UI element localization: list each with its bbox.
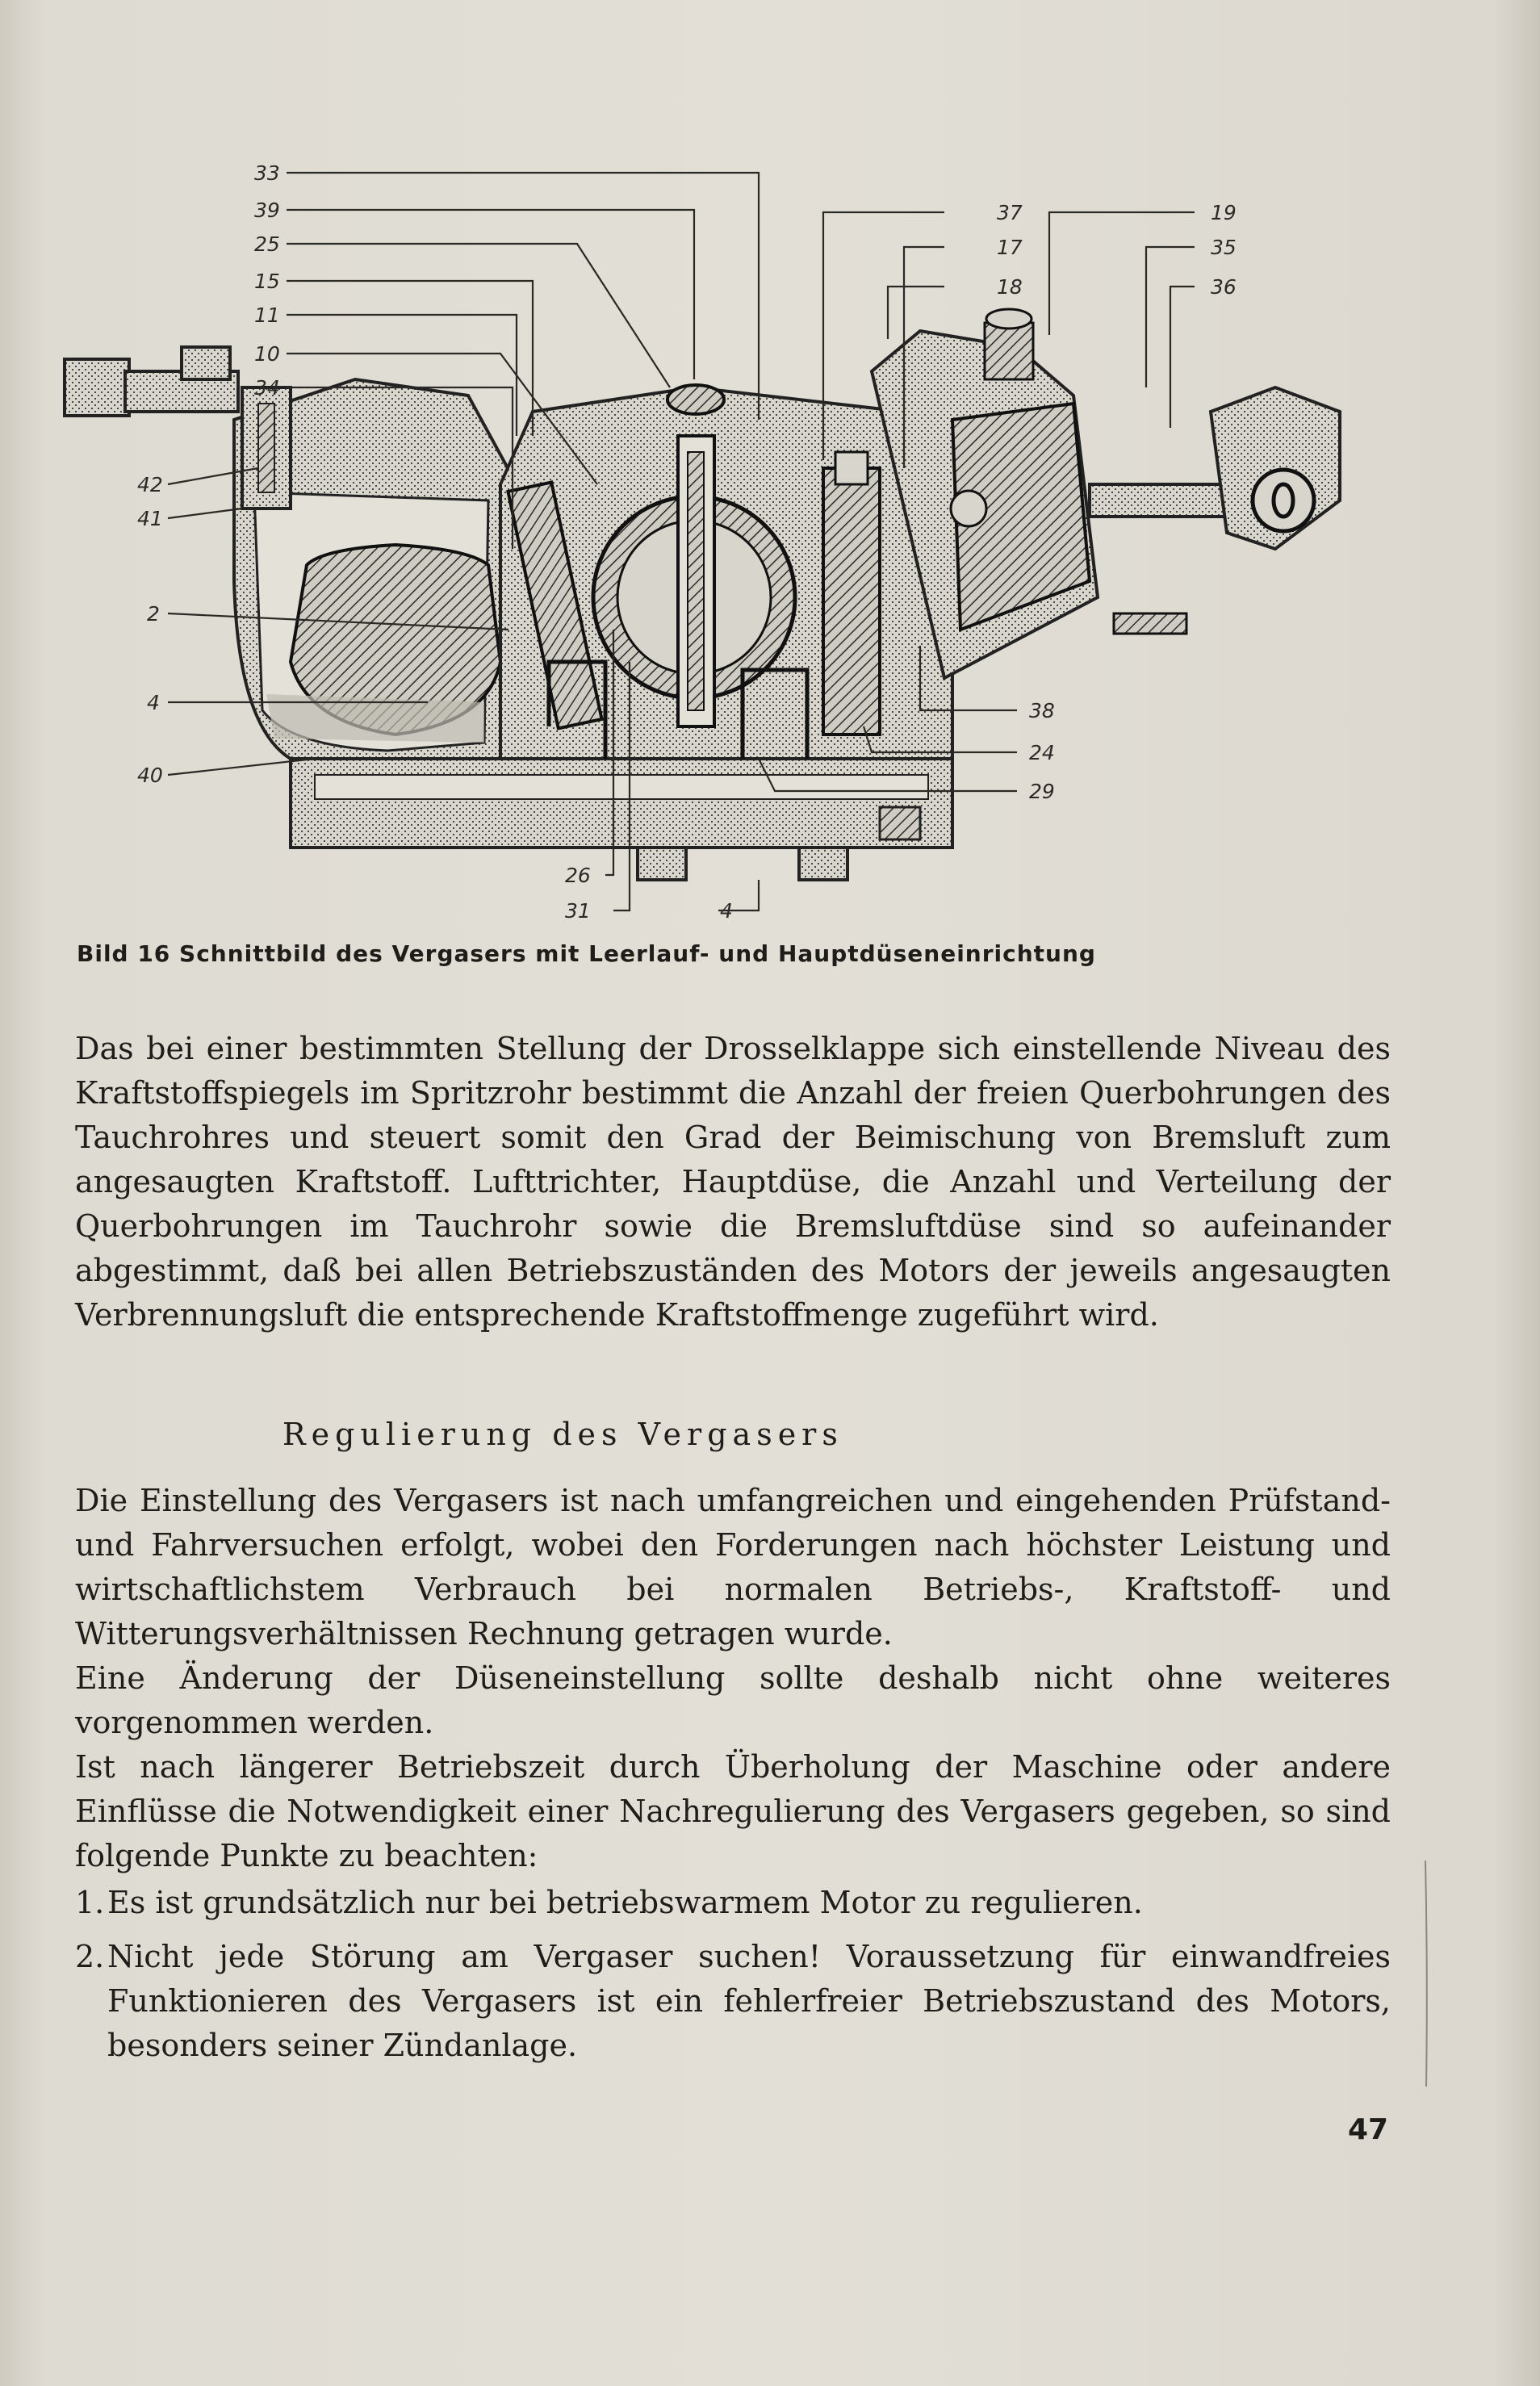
pencil-margin-mark — [1421, 1861, 1432, 2087]
list-item — [75, 1935, 1391, 2068]
callout-10: 10 — [254, 342, 280, 366]
callout-41: 41 — [137, 507, 163, 530]
list-item — [75, 1881, 1391, 1925]
callout-34: 34 — [254, 376, 280, 400]
section-heading: Regulierung des Vergasers — [282, 1417, 843, 1452]
callout-4: 4 — [147, 691, 160, 714]
callout-26: 26 — [565, 864, 591, 887]
paragraph-1: Das bei einer bestimmten Stellung der Drosselklappe sich einstellende Niveau des Kraftstoffspiegels im Spritzrohr bestimmt die Anzahl der freien Querbohrungen des Tauchrohres und steuert somit den Grad der Beimischung von Bremsluft zum angesaugten Kraftstoff. Lufttrichter, Hauptdüse, die Anzahl und Verteilung der Querbohrungen im Tauchrohr sowie die Bremsluftdüse sind so aufeinander abgestimmt, daß bei allen Betriebszuständen des Motors der jeweils angesaugten Verbrennungsluft die entsprechende Kraftstoffmenge zugeführt wird. — [75, 1031, 1391, 1333]
callout-24: 24 — [1029, 741, 1055, 764]
carburetor-cutaway-figure — [48, 145, 1421, 936]
callout-38: 38 — [1029, 699, 1055, 722]
callout-25: 25 — [254, 232, 280, 256]
callout-15: 15 — [254, 270, 280, 293]
callout-19: 19 — [1211, 201, 1237, 224]
list-text: Nicht jede Störung am Vergaser suchen! Voraussetzung für einwandfreies Funktionieren des Vergasers ist ein fehlerfreier Betriebszustand des Motors, besonders seiner Zündanlage. — [107, 1939, 1391, 2063]
callouts-top-right — [997, 201, 1237, 299]
callout-33: 33 — [254, 161, 280, 185]
list-number: 2. — [75, 1939, 105, 1974]
list-number: 1. — [75, 1885, 105, 1920]
callout-39: 39 — [254, 199, 280, 222]
callout-40: 40 — [137, 764, 163, 787]
callout-31: 31 — [565, 899, 591, 923]
callout-36: 36 — [1211, 275, 1237, 299]
page-number: 47 — [1348, 2113, 1389, 2146]
figure-caption: Bild 16 Schnittbild des Vergasers mit Leerlauf- und Hauptdüseneinrichtung — [77, 940, 1096, 967]
throttle-housing — [872, 309, 1340, 678]
callout-17: 17 — [997, 236, 1023, 259]
paragraph-4: Ist nach längerer Betriebszeit durch Überholung der Maschine oder andere Einflüsse die Notwendigkeit einer Nachregulierung des Vergasers gegeben, so sind folgende Punkte zu beachten: — [75, 1749, 1391, 1873]
fuel-inlet-fitting — [65, 347, 291, 509]
numbered-list — [75, 1881, 1391, 2078]
callout-42: 42 — [137, 473, 163, 496]
paragraph-2: Die Einstellung des Vergasers ist nach umfangreichen und eingehenden Prüfstand- und Fahrversuchen erfolgt, wobei den Forderungen nach höchster Leistung und wirtschaftlichstem Verbrauch bei normalen Betriebs-, Kraftstoff- und Witterungsverhältnissen Rechnung getragen wurde. — [75, 1483, 1391, 1651]
callout-35: 35 — [1211, 236, 1237, 259]
callout-37: 37 — [997, 201, 1023, 224]
list-text: Es ist grundsätzlich nur bei betriebswarmem Motor zu regulieren. — [107, 1885, 1143, 1920]
callout-18: 18 — [997, 275, 1023, 299]
callouts-right — [1029, 699, 1055, 803]
paragraph-3: Eine Änderung der Düseneinstellung sollte deshalb nicht ohne weiteres vorgenommen werden. — [75, 1660, 1391, 1740]
callout-4-bottom: 4 — [720, 899, 733, 923]
callout-2: 2 — [147, 602, 160, 626]
callout-11: 11 — [254, 303, 280, 327]
callout-29: 29 — [1029, 780, 1055, 803]
